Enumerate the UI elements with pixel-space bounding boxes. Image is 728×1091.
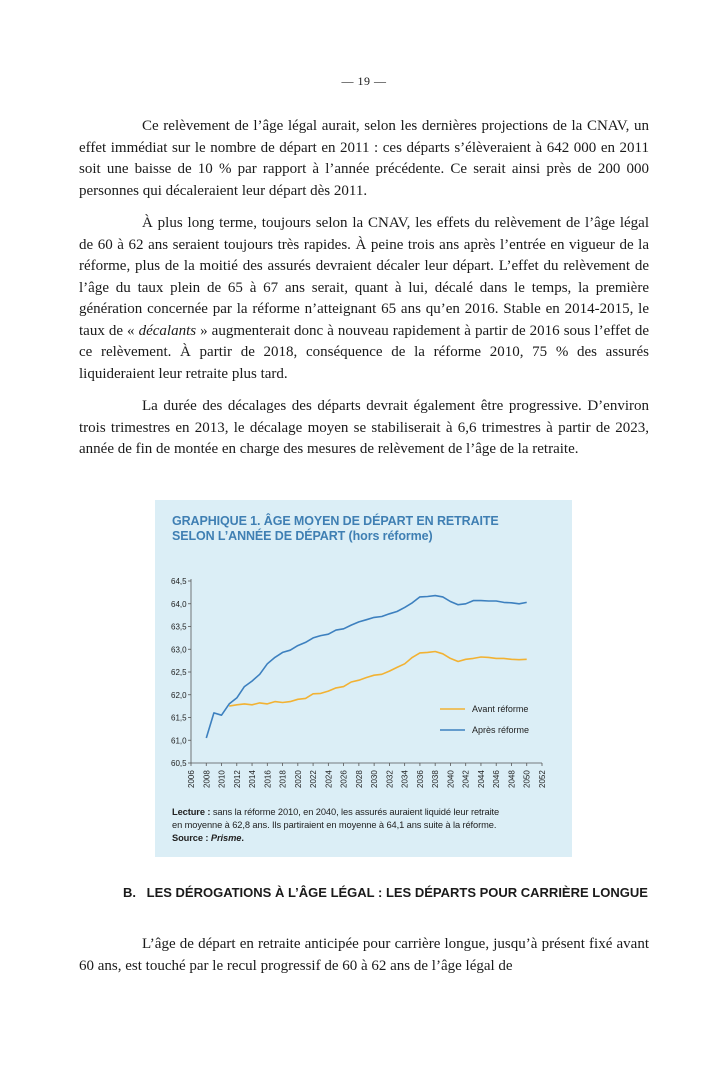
paragraph-4: L’âge de départ en retraite anticipée pour carrière longue, jusqu’à présent fixé avant 60 ans, est touché par le recul progressif de 60 à 62 ans de l’âge légal de [79, 936, 649, 974]
chart-source [172, 832, 499, 845]
source-label: Source : [172, 833, 209, 843]
body-text-continued [79, 934, 649, 977]
chart-figure [155, 500, 572, 857]
paragraph-2-end: » augmenterait donc à nouveau rapidement à partir de 2016 sous l’effet de ce relèvement. À partir de 2018, conséquence de la réforme 2010, 75 % des assurés liquideraient leur retraite plus tard. [79, 322, 649, 382]
line-chart [155, 500, 572, 857]
x-tick-label: 2020 [293, 770, 303, 788]
section-letter: B. [123, 885, 136, 900]
source-name: Prisme [210, 833, 242, 843]
x-tick-label: 2014 [248, 770, 258, 788]
series-line-avant-reforme [229, 652, 527, 707]
y-tick-label: 62,0 [171, 690, 187, 700]
paragraph-1: Ce relèvement de l’âge légal aurait, selon les dernières projections de la CNAV, un effet immédiat sur le nombre de départ en 2011 : ces départs s’élèveraient à 642 000 en 2011 soit une baisse de 10 % par rapport à l’année précédente. Ce serait ainsi près de 200 000 personnes qui décaleraient leur départ dès 2011. [79, 118, 649, 199]
legend-label: Après réforme [472, 725, 530, 735]
chart-title-line-2: SELON L’ANNÉE DE DÉPART (hors réforme) [172, 529, 433, 543]
x-tick-label: 2032 [385, 770, 395, 788]
x-tick-label: 2034 [400, 770, 410, 788]
y-tick-label: 64,0 [171, 599, 187, 609]
x-tick-label: 2006 [187, 770, 196, 788]
y-tick-label: 63,5 [171, 622, 187, 632]
chart-title-line-1: GRAPHIQUE 1. ÂGE MOYEN DE DÉPART EN RETRAITE [172, 514, 499, 528]
x-tick-label: 2010 [217, 770, 227, 788]
x-tick-label: 2050 [522, 770, 532, 788]
y-tick-label: 61,5 [171, 713, 187, 723]
x-tick-label: 2042 [461, 770, 471, 788]
x-tick-label: 2012 [232, 770, 242, 788]
page-number: — 19 — [341, 74, 387, 88]
x-tick-label: 2028 [354, 770, 364, 788]
x-tick-label: 2038 [431, 770, 441, 788]
x-tick-label: 2044 [476, 770, 486, 788]
x-tick-label: 2040 [446, 770, 456, 788]
paragraph-2-start: À plus long terme, toujours selon la CNAV, les effets du relèvement de l’âge légal de 60 à 62 ans seraient toujours très rapides. À peine trois ans après l’entrée en vigueur de la réforme, plus de la moitié des assurés devraient décaler leur départ. L’effet du relèvement de l’âge du taux plein de 65 à 67 ans serait, quant à lui, décalé dans le temps, la première génération concernée par la réforme n’atteignant 65 ans qu’en 2016. Stable en 2014-2015, le taux de « [79, 215, 649, 339]
body-text [79, 116, 649, 461]
x-tick-label: 2008 [202, 770, 212, 788]
section-title: LES DÉROGATIONS À L’ÂGE LÉGAL : LES DÉPARTS POUR CARRIÈRE LONGUE [146, 885, 648, 900]
x-tick-label: 2024 [324, 770, 334, 788]
reading-text-2: en moyenne à 62,8 ans. Ils partiraient en moyenne à 64,1 ans suite à la réforme. [172, 820, 497, 830]
y-tick-label: 61,0 [171, 736, 187, 746]
y-tick-label: 62,5 [171, 668, 187, 677]
x-tick-label: 2018 [278, 770, 288, 788]
chart-reading-note [172, 806, 499, 819]
chart-title [172, 514, 499, 544]
section-heading [123, 883, 649, 903]
series-line-apres-reforme [206, 596, 529, 738]
reading-text-1: sans la réforme 2010, en 2040, les assurés auraient liquidé leur retraite [210, 807, 500, 817]
y-tick-label: 64,5 [171, 577, 187, 586]
chart-note [172, 806, 499, 845]
legend-label: Avant réforme [472, 704, 529, 714]
paragraph-2 [79, 213, 649, 385]
source-end: . [241, 833, 244, 843]
y-tick-label: 60,5 [171, 759, 187, 768]
x-tick-label: 2046 [492, 770, 502, 788]
y-tick-label: 63,0 [171, 645, 187, 655]
reading-label: Lecture : [172, 807, 211, 817]
x-tick-label: 2016 [263, 770, 273, 788]
x-tick-label: 2048 [507, 770, 517, 788]
decalants-term: décalants [138, 322, 197, 339]
x-tick-label: 2036 [415, 770, 425, 788]
x-tick-label: 2022 [309, 770, 319, 788]
paragraph-3: La durée des décalages des départs devrait également être progressive. D’environ trois trimestres en 2013, le décalage moyen se stabiliserait à 6,6 trimestres à partir de 2023, année de fin de montée en charge des mesures de relèvement de l’âge de la retraite. [79, 398, 649, 457]
x-tick-label: 2026 [339, 770, 349, 788]
x-tick-label: 2030 [370, 770, 380, 788]
x-tick-label: 2052 [538, 770, 547, 788]
